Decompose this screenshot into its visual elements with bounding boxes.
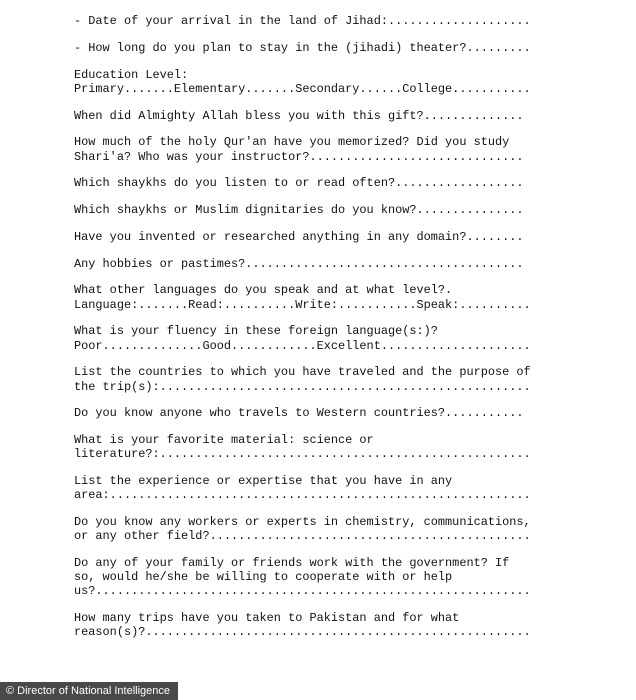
questionnaire-form — [74, 14, 564, 652]
question-line: - Date of your arrival in the land of Jihad:.................... — [74, 14, 531, 28]
question-line: When did Almighty Allah bless you with this gift?.............. — [74, 108, 524, 123]
question-block — [74, 324, 564, 352]
question-line: What is your fluency in these foreign language(s:)? — [74, 324, 438, 339]
question-line: so, would he/she be willing to cooperate with or help — [74, 570, 453, 585]
question-block — [74, 365, 564, 393]
question-block — [74, 433, 564, 461]
question-line: What is your favorite material: science or — [74, 433, 374, 448]
question-line: Which shaykhs or Muslim dignitaries do you know?............... — [74, 203, 524, 218]
question-line: Shari'a? Who was your instructor?.............................. — [74, 149, 524, 164]
question-line: reason(s)?...................................................... — [74, 625, 531, 640]
question-line: Education Level: — [74, 67, 189, 82]
question-line: Have you invented or researched anything in any domain?........ — [74, 229, 524, 244]
question-line: the trip(s):.................................................... — [74, 379, 531, 394]
question-block — [74, 515, 564, 543]
question-line: What other languages do you speak and at what level?. — [74, 283, 453, 298]
question-line: Do you know any workers or experts in chemistry, communications, — [74, 515, 531, 530]
question-block — [74, 406, 564, 420]
question-block — [74, 68, 564, 96]
question-line: Language:.......Read:..........Write:...........Speak:.......... — [74, 297, 531, 312]
question-block — [74, 203, 564, 217]
question-block — [74, 257, 564, 271]
question-line: Primary.......Elementary.......Secondary......College........... — [74, 81, 531, 96]
question-line: literature?:.................................................... — [74, 447, 531, 462]
question-block — [74, 230, 564, 244]
question-line: List the countries to which you have traveled and the purpose of — [74, 365, 531, 380]
question-line: How much of the holy Qur'an have you memorized? Did you study — [74, 135, 510, 150]
question-block — [74, 176, 564, 190]
question-line: Any hobbies or pastimes?....................................... — [74, 256, 524, 271]
question-line: area:........................................................... — [74, 488, 531, 503]
question-line: or any other field?............................................. — [74, 529, 531, 544]
question-line: Do any of your family or friends work with the government? If — [74, 556, 510, 570]
question-line: List the experience or expertise that you have in any — [74, 474, 453, 489]
image-credit: © Director of National Intelligence — [0, 682, 178, 700]
question-block — [74, 611, 564, 639]
question-line: How many trips have you taken to Pakistan and for what — [74, 611, 460, 626]
question-line: - How long do you plan to stay in the (jihadi) theater?......... — [74, 40, 531, 55]
question-line: Do you know anyone who travels to Western countries?........... — [74, 406, 524, 421]
question-block — [74, 41, 564, 55]
question-line: us?............................................................. — [74, 584, 531, 599]
question-block — [74, 14, 564, 28]
question-block — [74, 556, 564, 599]
question-block — [74, 135, 564, 163]
question-block — [74, 474, 564, 502]
question-line: Poor..............Good............Excellent..................... — [74, 338, 531, 353]
question-block — [74, 283, 564, 311]
question-block — [74, 109, 564, 123]
question-line: Which shaykhs do you listen to or read often?.................. — [74, 176, 524, 191]
